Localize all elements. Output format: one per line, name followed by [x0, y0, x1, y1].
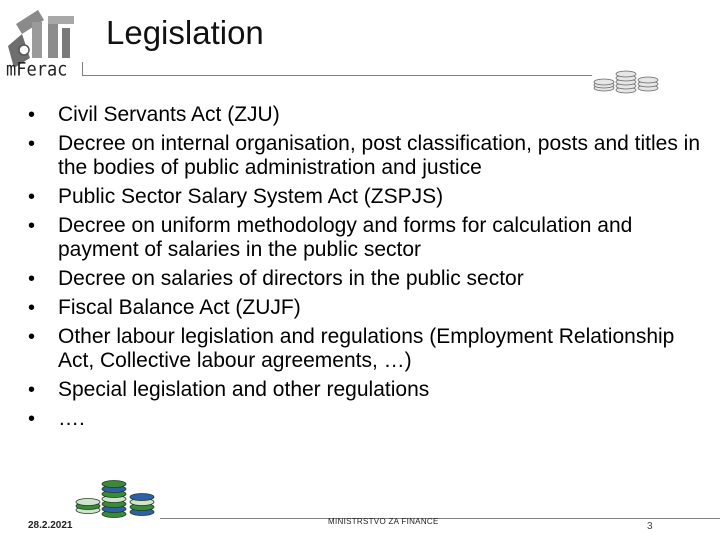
list-item: • Decree on salaries of directors in the public sector [28, 267, 708, 291]
header-divider [82, 75, 592, 76]
logo-wordmark: mFerac [6, 59, 68, 81]
list-item: • Public Sector Salary System Act (ZSPJS) [28, 185, 708, 209]
list-item: • …. [28, 407, 708, 431]
page-number: 3 [647, 521, 653, 532]
footer-date: 28.2.2021 [28, 520, 73, 531]
list-item: • Special legislation and other regulations [28, 378, 708, 402]
list-item: • Civil Servants Act (ZJU) [28, 103, 708, 127]
list-item: • Fiscal Balance Act (ZUJF) [28, 296, 708, 320]
list-item: • Other labour legislation and regulations (Employment Relationship Act, Collective labour agreements, …) [28, 325, 708, 373]
bullet-list [28, 103, 708, 436]
footer-divider [160, 518, 720, 519]
list-item: • Decree on uniform methodology and forms for calculation and payment of salaries in the public sector [28, 214, 708, 262]
coin-stack-icon [592, 66, 662, 98]
header-divider-vertical [82, 62, 83, 76]
list-item: • Decree on internal organisation, post classification, posts and titles in the bodies of public administration and justice [28, 132, 708, 180]
footer-ministry: MINISTRSTVO ZA FINANCE [328, 517, 439, 526]
slide-title: Legislation [106, 14, 264, 51]
coin-stack-color-icon [74, 476, 166, 522]
